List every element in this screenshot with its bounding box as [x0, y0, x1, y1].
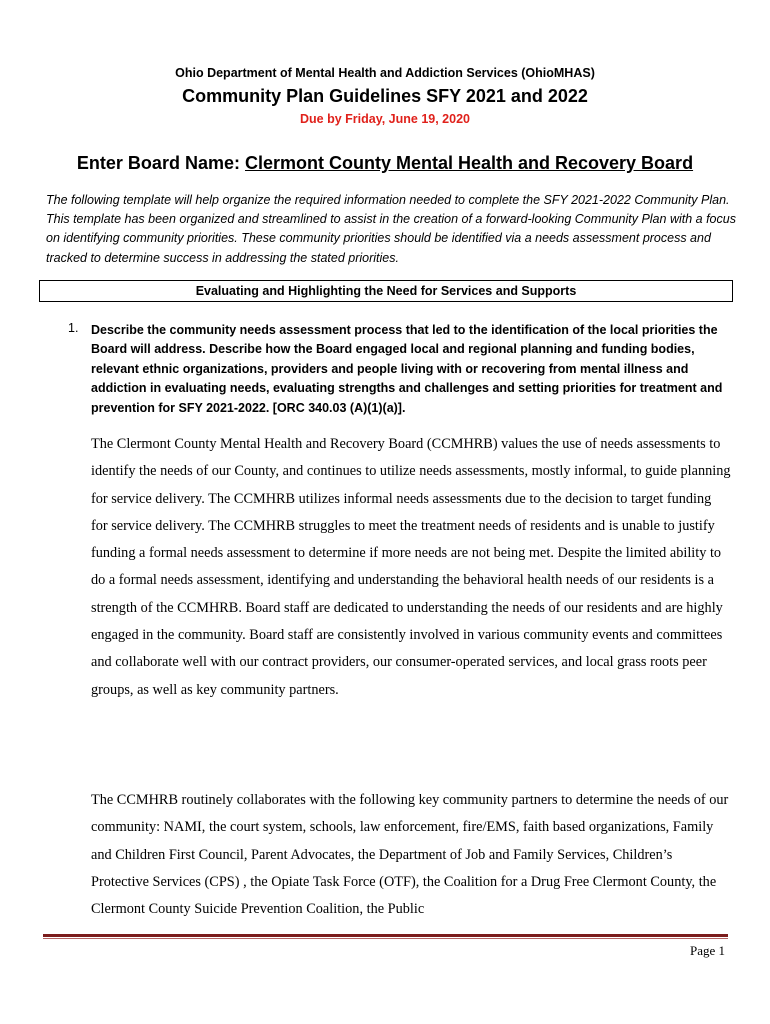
footer-rule	[43, 934, 728, 937]
document-title: Community Plan Guidelines SFY 2021 and 2022	[182, 86, 588, 106]
due-date: Due by Friday, June 19, 2020	[300, 112, 470, 126]
board-name-label: Enter Board Name:	[76, 153, 240, 173]
agency-name: Ohio Department of Mental Health and Addiction Services (OhioMHAS)	[175, 66, 595, 80]
answer-paragraph-2: The CCMHRB routinely collaborates with the following key community partners to determine the needs of our community: NAMI, the court system, schools, law enforcement, fire/EMS, faith based organizations, Family and Children First Council, Parent Advocates, the Department of Job and Family Services, Children’s Protective Services (CPS) , the Opiate Task Force (OTF), the Coalition for a Drug Free Clermont County, the Clermont County Suicide Prevention Coalition, the Public	[91, 792, 729, 918]
intro-text: The following template will help organize the required information needed to complete the SFY 2021-2022 Community Plan. This template has been organized and streamlined to assist in the creation of a forward-looking Community Plan with a focus on identifying community priorities. These community priorities should be identified via a needs assessment process and tracked to determine success in addressing the stated priorities.	[46, 193, 736, 265]
answer-paragraph-1: The Clermont County Mental Health and Recovery Board (CCMHRB) values the use of needs assessments to identify the needs of our County, and continues to utilize needs assessments, mostly informal, to guide planning for service delivery. The CCMHRB utilizes informal needs assessments due to the decision to target funding for service delivery. The CCMHRB struggles to meet the treatment needs of residents and is unable to justify funding a formal needs assessment to determine if more needs are not being met. Despite the limited ability to do a formal needs assessment, identifying and understanding the behavioral health needs of our residents is a strength of the CCMHRB. Board staff are dedicated to understanding the needs of our residents and are highly engaged in the community. Board staff are consistently involved in various community events and committees and collaborate well with our contract providers, our consumer-operated services, and local grass roots peer groups, as well as key community partners.	[91, 436, 731, 698]
footer-rule-thin	[43, 938, 728, 939]
question-number: 1.	[68, 321, 79, 335]
board-name: Clermont County Mental Health and Recovery Board	[244, 153, 694, 173]
page-number: Page 1	[689, 943, 725, 958]
board-name-line	[0, 153, 770, 174]
question-text: Describe the community needs assessment process that led to the identification of the local priorities the Board will address. Describe how the Board engaged local and regional planning and funding bodies, relevant ethnic organizations, providers and people living with or recovering from mental illness and addiction in evaluating needs, evaluating strengths and challenges and setting priorities for treatment and prevention for SFY 2021-2022. [ORC 340.03 (A)(1)(a)].	[91, 323, 723, 415]
section-heading: Evaluating and Highlighting the Need for Services and Supports	[39, 280, 733, 302]
